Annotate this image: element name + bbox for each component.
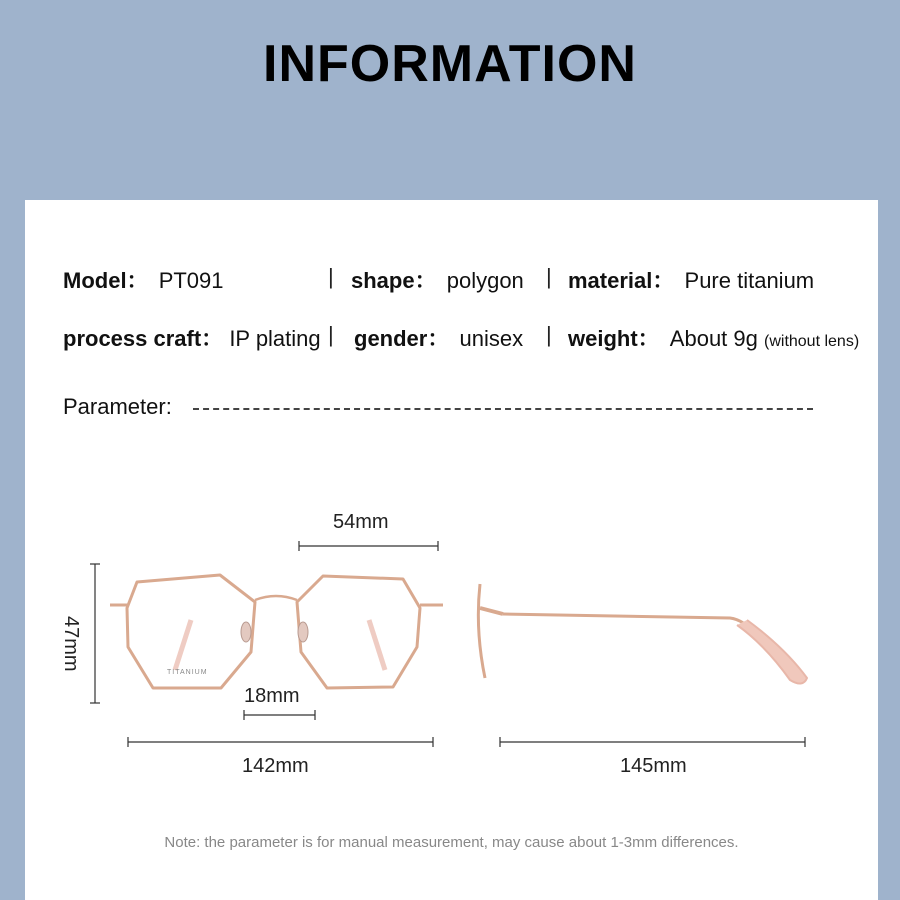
material-label: material： <box>568 268 675 293</box>
info-card <box>25 200 878 900</box>
weight-value: About 9g <box>669 326 758 351</box>
separator: | <box>328 322 334 347</box>
glasses-diagram <box>25 200 878 900</box>
side-temple-tip <box>737 620 807 684</box>
craft-label: process craft： <box>63 326 224 351</box>
lens-height-label: 47mm <box>60 616 82 672</box>
shape-label: shape： <box>351 268 437 293</box>
model-label: Model： <box>63 268 149 293</box>
measurement-note: Note: the parameter is for manual measurement, may cause about 1-3mm differences. <box>164 834 739 851</box>
side-view <box>478 584 807 684</box>
side-temple-arm <box>503 614 765 645</box>
frame-width-label: 142mm <box>242 755 309 777</box>
side-hinge <box>480 608 503 614</box>
parameter-label: Parameter: <box>63 394 172 419</box>
separator: | <box>546 322 552 347</box>
gender-value: unisex <box>459 326 524 351</box>
side-lens-frame <box>478 584 485 678</box>
bridge <box>255 596 297 600</box>
dimension-lines <box>90 541 805 747</box>
temple-length-label: 145mm <box>620 755 687 777</box>
separator: | <box>328 264 334 289</box>
lens-width-label: 54mm <box>333 511 389 533</box>
gender-label: gender： <box>354 326 450 351</box>
front-view <box>110 575 443 688</box>
left-temple-arm <box>175 620 191 670</box>
weight-note: (without lens) <box>764 333 860 350</box>
frame-engraving: TITANIUM <box>167 669 208 676</box>
craft-value: IP plating <box>229 326 321 351</box>
model-value: PT091 <box>158 268 224 293</box>
shape-value: polygon <box>446 268 524 293</box>
separator: | <box>546 264 552 289</box>
right-lens-frame <box>297 576 420 688</box>
bridge-label: 18mm <box>244 685 300 707</box>
material-value: Pure titanium <box>684 268 815 293</box>
right-temple-arm <box>369 620 385 670</box>
page-title: INFORMATION <box>263 35 637 93</box>
weight-label: weight： <box>568 326 660 351</box>
